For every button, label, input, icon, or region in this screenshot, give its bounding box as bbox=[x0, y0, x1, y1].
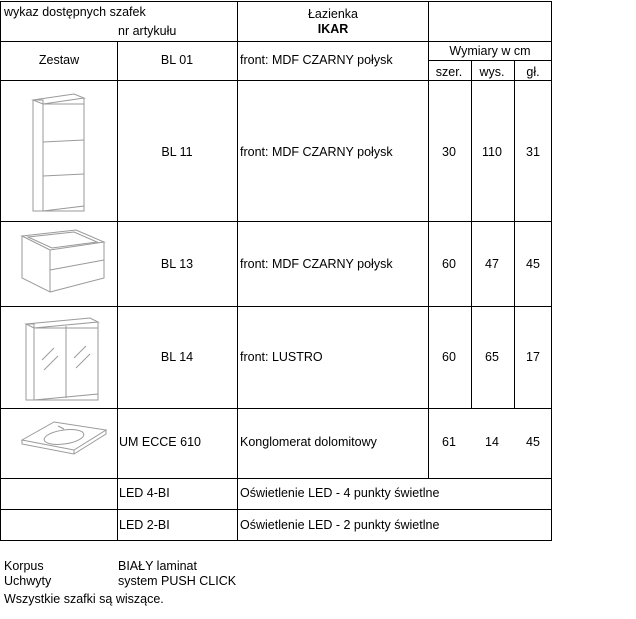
row-height: 14 bbox=[485, 435, 499, 449]
mirror-cabinet-icon bbox=[20, 314, 102, 402]
grid-line bbox=[237, 1, 238, 541]
width-heading: szer. bbox=[435, 65, 463, 79]
grid-line bbox=[0, 509, 552, 510]
handles-value: system PUSH CLICK bbox=[118, 574, 237, 588]
grid-line bbox=[0, 80, 552, 81]
grid-line bbox=[428, 1, 429, 479]
row-width: 60 bbox=[442, 350, 456, 364]
row-depth: 17 bbox=[526, 350, 540, 364]
row-article: LED 4-BI bbox=[119, 486, 170, 500]
header-row-description: front: MDF CZARNY połysk bbox=[240, 53, 393, 67]
set-column-heading: Zestaw bbox=[38, 53, 80, 67]
row-width: 60 bbox=[442, 257, 456, 271]
handles-label: Uchwyty bbox=[4, 574, 52, 588]
body-value: BIAŁY laminat bbox=[118, 559, 197, 573]
row-width: 61 bbox=[442, 435, 456, 449]
washbasin-icon bbox=[18, 418, 110, 458]
grid-line bbox=[551, 1, 552, 541]
row-width: 30 bbox=[442, 145, 456, 159]
row-article: BL 11 bbox=[161, 145, 193, 159]
height-heading: wys. bbox=[479, 65, 505, 79]
row-article: BL 14 bbox=[160, 350, 194, 364]
row-article: UM ECCE 610 bbox=[119, 435, 201, 449]
list-title: wykaz dostępnych szafek bbox=[4, 5, 146, 19]
grid-line bbox=[514, 60, 515, 409]
row-depth: 31 bbox=[526, 145, 540, 159]
row-description: front: MDF CZARNY połysk bbox=[240, 257, 393, 271]
row-height: 47 bbox=[485, 257, 499, 271]
row-description: Oświetlenie LED - 4 punkty świetlne bbox=[240, 486, 440, 500]
dimensions-heading: Wymiary w cm bbox=[449, 44, 531, 58]
row-height: 65 bbox=[485, 350, 499, 364]
room-heading: Łazienka bbox=[307, 7, 359, 21]
row-article: BL 13 bbox=[160, 257, 194, 271]
grid-line bbox=[0, 1, 1, 541]
grid-line bbox=[0, 221, 552, 222]
row-depth: 45 bbox=[526, 435, 540, 449]
series-name: IKAR bbox=[317, 22, 349, 36]
row-description: Konglomerat dolomitowy bbox=[240, 435, 377, 449]
header-row-article: BL 01 bbox=[160, 53, 194, 67]
row-depth: 45 bbox=[526, 257, 540, 271]
hanging-cabinets-note: Wszystkie szafki są wiszące. bbox=[4, 592, 164, 606]
drawer-cabinet-icon bbox=[18, 228, 108, 300]
grid-line bbox=[428, 60, 552, 61]
depth-heading: gł. bbox=[526, 65, 540, 79]
article-number-heading: nr artykułu bbox=[118, 24, 177, 38]
grid-line bbox=[0, 41, 552, 42]
row-description: front: MDF CZARNY połysk bbox=[240, 145, 393, 159]
grid-line bbox=[117, 41, 118, 541]
row-height: 110 bbox=[482, 145, 502, 159]
row-description: Oświetlenie LED - 2 punkty świetlne bbox=[240, 518, 440, 532]
row-description: front: LUSTRO bbox=[240, 350, 323, 364]
grid-line bbox=[0, 408, 552, 409]
grid-line bbox=[471, 60, 472, 409]
tall-cabinet-icon bbox=[30, 90, 88, 212]
grid-line bbox=[0, 1, 552, 2]
row-article: LED 2-BI bbox=[119, 518, 170, 532]
grid-line bbox=[0, 478, 552, 479]
grid-line bbox=[0, 540, 552, 541]
grid-line bbox=[0, 306, 552, 307]
body-label: Korpus bbox=[4, 559, 44, 573]
